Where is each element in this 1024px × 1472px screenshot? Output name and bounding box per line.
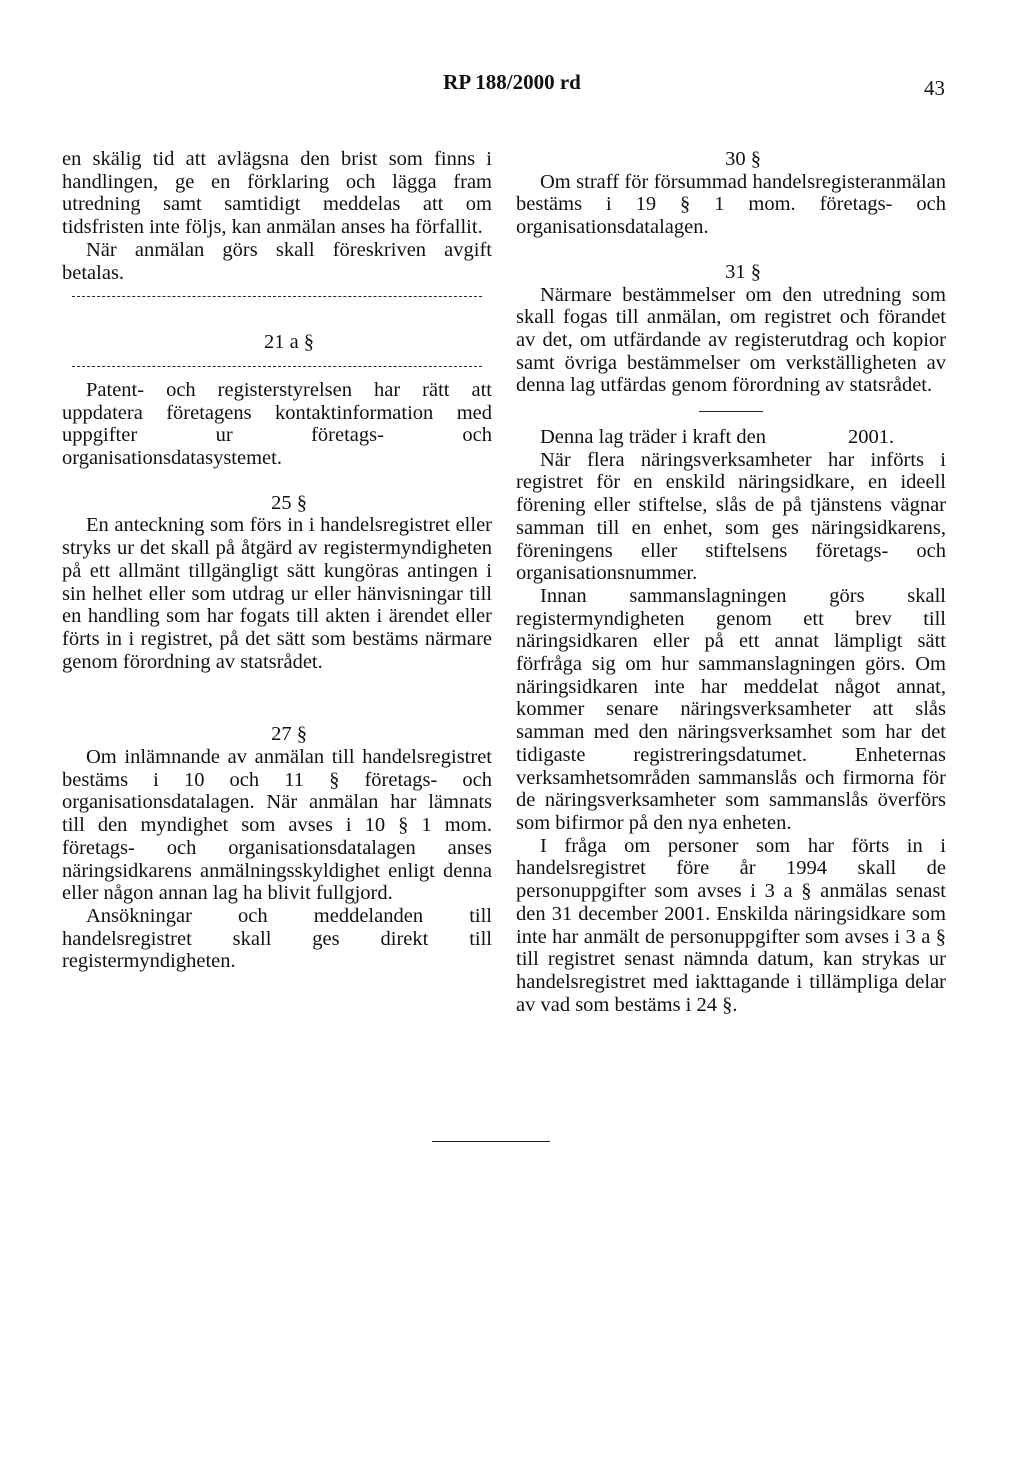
paragraph-merge: När flera näringsverksamheter har införts i registret för en enskild näringsidkare, en ideell förening eller stiftelse, slås de på tjänstens vägnar samman till en enhet, som ges näringsidkarens, föreningens eller stiftelsens företags- och organisationsnummer. <box>516 448 946 585</box>
section-text-25: En anteckning som förs in i handelsregistret eller stryks ur det skall på åtgärd av registermyndigheten på ett allmänt tillgängligt sätt kungöras antingen i sin helhet eller som utdrag ur eller hänvisningar till en handling som har fogats till akten i ärendet eller förts in i registret, på det sätt som bestäms närmare genom förordning av statsrådet. <box>62 514 492 673</box>
section-heading-25: 25 § <box>271 491 307 514</box>
omission-dash-line <box>72 296 482 297</box>
section-text-31: Närmare bestämmelser om den utredning som skall fogas till anmälan, om registret och förandet av det, om utfärdande av registerutdrag och kopior samt övriga bestämmelser om verkställigheten av denna lag utfärdas genom förordning av statsrådet. <box>516 283 946 397</box>
section-heading-30: 30 § <box>725 148 761 170</box>
omission-dash-line <box>72 366 482 367</box>
paragraph-fee: När anmälan görs skall föreskriven avgift betalas. <box>62 238 492 284</box>
section-text-27-p1: Om inlämnande av anmälan till handelsregistret bestäms i 10 och 11 § företags- och organisationsdatalagen. När anmälan har lämnats till den myndighet som avses i 10 § 1 mom. företags- och organisationsdatalagen anses näringsidkarens anmälningsskyldighet enligt denna eller någon annan lag ha blivit fullgjord. <box>62 746 492 905</box>
section-text-27-p2: Ansökningar och meddelanden till handelsregistret skall ges direkt till registermyndigheten. <box>62 904 492 973</box>
paragraph-continued: en skälig tid att avlägsna den brist som finns i handlingen, ge en förklaring och lägga fram utredning samt samtidigt meddelas att om tidsfristen inte följs, kan anmälan anses ha förfallit. <box>62 148 492 239</box>
paragraph-personal-data: I fråga om personer som har förts in i handelsregistret före år 1994 skall de personuppgifter som avses i 3 a § anmälas senast den 31 december 2001. Enskilda näringsidkare som inte har anmält de personuppgifter som avses i 3 a § till registret senast nämnda datum, kan strykas ur handelsregistret med iakttagande i tillämpliga delar av vad som bestäms i 24 §. <box>516 834 946 1016</box>
effective-date-text: Denna lag träder i kraft den 2001. <box>540 426 895 449</box>
end-rule <box>432 1141 550 1142</box>
section-heading-27: 27 § <box>271 723 307 746</box>
page-number: 43 <box>924 76 945 100</box>
section-separator-rule <box>699 411 763 412</box>
right-column <box>516 148 946 1016</box>
section-text-21a: Patent- och registerstyrelsen har rätt att uppdatera företagens kontaktinformation med uppgifter ur företags- och organisationsdatasystemet. <box>62 378 492 470</box>
paragraph-before-merge: Innan sammanslagningen görs skall registermyndigheten genom ett brev till näringsidkaren eller på ett annat lämpligt sätt förfråga sig om hur sammanslagningen görs. Om näringsidkaren inte har meddelat något annat, kommer senare näringsverksamheter att slås samman med den näringsverksamhet som har det tidigaste registreringsdatumet. Enheternas verksamhetsområden sammanslås och firmorna för de näringsverksamheter som sammanslås överförs som bifirmor på den nya enheten. <box>516 584 946 834</box>
left-column <box>62 148 492 973</box>
section-heading-21a: 21 a § <box>263 331 315 354</box>
document-title: RP 188/2000 rd <box>443 70 581 94</box>
section-text-30: Om straff för försummad handelsregisteranmälan bestäms i 19 § 1 mom. företags- och organisationsdatalagen. <box>516 170 946 239</box>
section-heading-31: 31 § <box>725 260 761 283</box>
